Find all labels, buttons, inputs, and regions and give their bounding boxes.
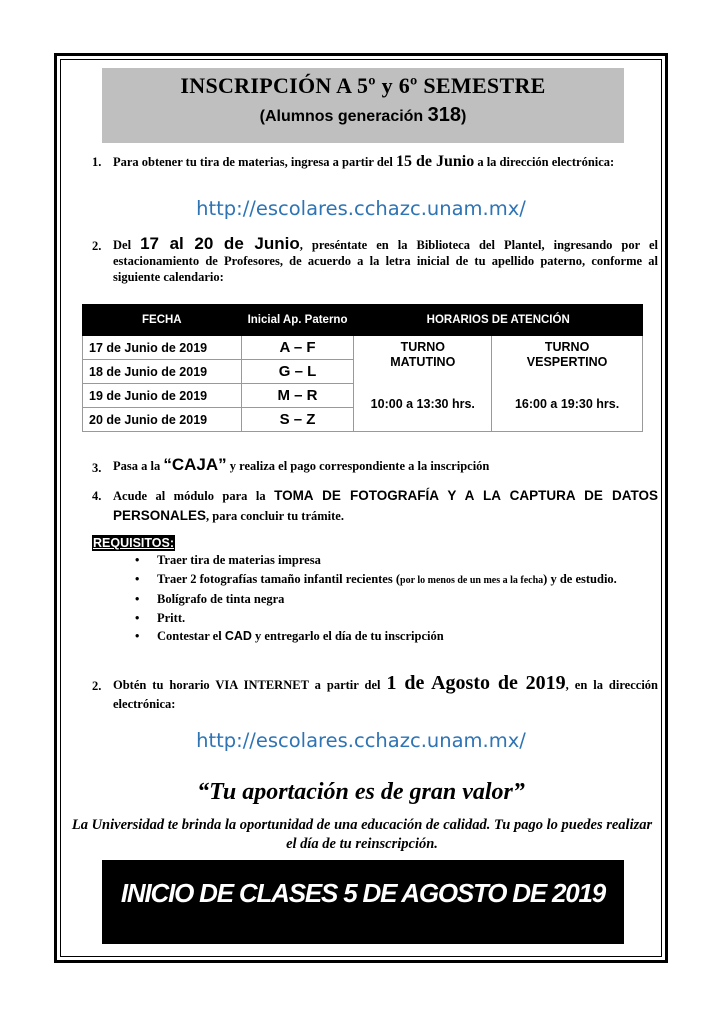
list-item: • Bolígrafo de tinta negra — [130, 591, 658, 608]
list-item: • Contestar el CAD y entregarlo el día de tu inscripción — [130, 628, 658, 645]
list-item: • Pritt. — [130, 610, 658, 627]
step-3: 3. Pasa a la “CAJA” y realiza el pago correspondiente a la inscripción — [92, 455, 490, 475]
step-2: 2. Del 17 al 20 de Junio, preséntate en la Biblioteca del Plantel, ingresando por el estacionamiento de Profesores, de acuerdo a la letra inicial de tu apellido paterno, conforme al siguiente calendario: — [92, 234, 659, 284]
step-4: 4. Acude al módulo para la TOMA DE FOTOGRAFÍA Y A LA CAPTURA DE DATOS PERSONALES, para concluir tu trámite. — [92, 488, 658, 523]
header-inicial: Inicial Ap. Paterno — [241, 305, 354, 336]
fecha-cell: 19 de Junio de 2019 — [83, 384, 242, 408]
classes-start-banner — [102, 860, 624, 944]
step-5: 2. Obtén tu horario VIA INTERNET a partir del 1 de Agosto de 2019, en la dirección electrónica: — [92, 672, 658, 711]
fecha-cell: 17 de Junio de 2019 — [83, 336, 242, 360]
turno-matutino-cell: TURNO MATUTINO 10:00 a 13:30 hrs. — [354, 336, 492, 432]
fecha-cell: 18 de Junio de 2019 — [83, 360, 242, 384]
list-item: • Traer tira de materias impresa — [130, 552, 658, 569]
inicial-cell: G – L — [241, 360, 354, 384]
header-fecha: FECHA — [83, 305, 242, 336]
payment-note: La Universidad te brinda la oportunidad de una educación de calidad. Tu pago lo puedes realizar el día de tu reinscripción. — [71, 817, 653, 852]
turno-vespertino-cell: TURNO VESPERTINO 16:00 a 19:30 hrs. — [492, 336, 643, 432]
registration-calendar-table — [82, 304, 643, 432]
schedule-link[interactable]: http://escolares.cchazc.unam.mx/ — [196, 729, 526, 752]
header-horarios: HORARIOS DE ATENCIÓN — [354, 305, 643, 336]
title-box — [102, 68, 624, 143]
requisitos-label: REQUISITOS: — [93, 536, 175, 550]
inicial-cell: M – R — [241, 384, 354, 408]
banner-text: INICIO DE CLASES 5 DE AGOSTO DE 2019 — [120, 878, 606, 908]
registration-link[interactable]: http://escolares.cchazc.unam.mx/ — [196, 197, 526, 220]
table-header-row — [83, 305, 643, 336]
page-title: INSCRIPCIÓN A 5º y 6º SEMESTRE — [180, 73, 546, 98]
fecha-cell: 20 de Junio de 2019 — [83, 408, 242, 432]
inicial-cell: S – Z — [241, 408, 354, 432]
page-subtitle: (Alumnos generación 318) — [259, 104, 467, 126]
step-1: 1. Para obtener tu tira de materias, ingresa a partir del 15 de Junio a la dirección electrónica: — [92, 153, 615, 170]
quote: “Tu aportación es de gran valor” — [197, 779, 525, 805]
table-row — [83, 336, 643, 360]
requisitos-list — [130, 552, 658, 647]
list-item: • Traer 2 fotografías tamaño infantil recientes (por lo menos de un mes a la fecha) y de estudio. — [130, 571, 658, 590]
inicial-cell: A – F — [241, 336, 354, 360]
